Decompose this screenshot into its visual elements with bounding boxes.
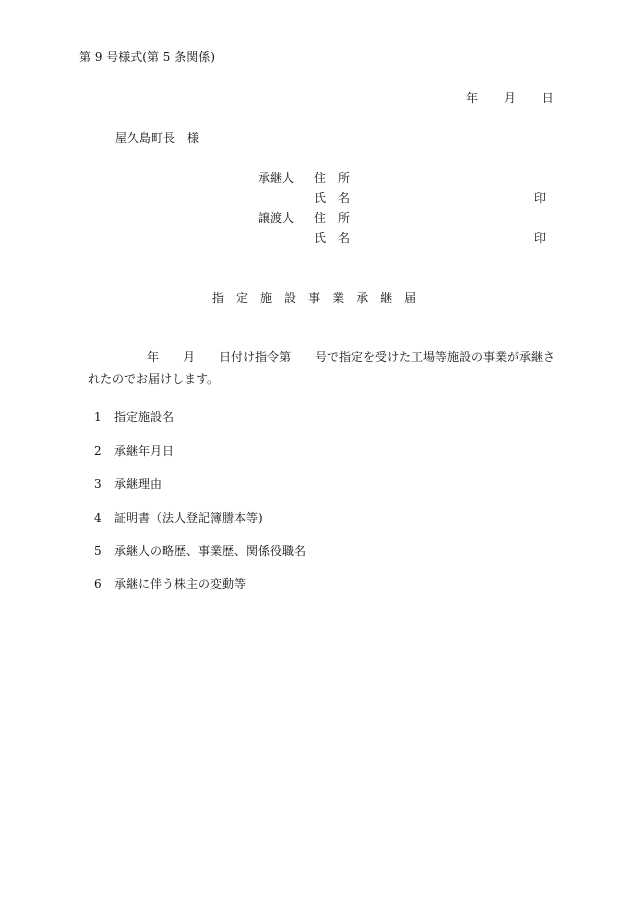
transferor-seal-mark: 印 <box>534 231 547 245</box>
title-char: 届 <box>404 291 417 305</box>
item-number: 6 <box>94 577 102 591</box>
successor-seal-mark: 印 <box>534 191 547 205</box>
item-text: 承継年月日 <box>114 444 175 458</box>
form-number: 第 9 号様式(第 5 条関係) <box>79 50 215 64</box>
transferor-name-label: 氏 名 <box>314 231 351 245</box>
transferor-label: 譲渡人 <box>258 211 295 225</box>
item-text: 承継人の略歴、事業歴、関係役職名 <box>114 544 307 558</box>
date-month-label: 月 <box>503 91 516 105</box>
title-char: 定 <box>236 291 249 305</box>
successor-name-label: 氏 名 <box>314 191 351 205</box>
title-char: 業 <box>332 291 345 305</box>
document-title <box>212 291 416 305</box>
body-text-line-1: 年 月 日付け指令第 号で指定を受けた工場等施設の事業が承継さ <box>147 350 556 364</box>
title-char: 事 <box>308 291 321 305</box>
body-text-line-2: れたのでお届けします。 <box>88 372 220 386</box>
successor-label: 承継人 <box>258 171 295 185</box>
title-char: 施 <box>260 291 273 305</box>
date-year-label: 年 <box>466 91 479 105</box>
item-number: 4 <box>94 511 102 525</box>
item-number: 5 <box>94 544 102 558</box>
item-number: 3 <box>94 477 102 491</box>
addressee: 屋久島町長 様 <box>115 131 200 145</box>
item-text: 証明書（法人登記簿謄本等) <box>114 511 263 525</box>
title-char: 承 <box>356 291 369 305</box>
item-text: 承継に伴う株主の変動等 <box>114 577 247 591</box>
transferor-address-label: 住 所 <box>314 211 351 225</box>
successor-address-label: 住 所 <box>314 171 351 185</box>
item-text: 指定施設名 <box>114 410 175 424</box>
title-char: 設 <box>284 291 297 305</box>
item-text: 承継理由 <box>114 477 163 491</box>
date-line <box>466 91 554 105</box>
title-char: 継 <box>380 291 393 305</box>
item-number: 1 <box>94 410 102 424</box>
item-number: 2 <box>94 444 102 458</box>
title-char: 指 <box>212 291 225 305</box>
date-day-label: 日 <box>541 91 554 105</box>
